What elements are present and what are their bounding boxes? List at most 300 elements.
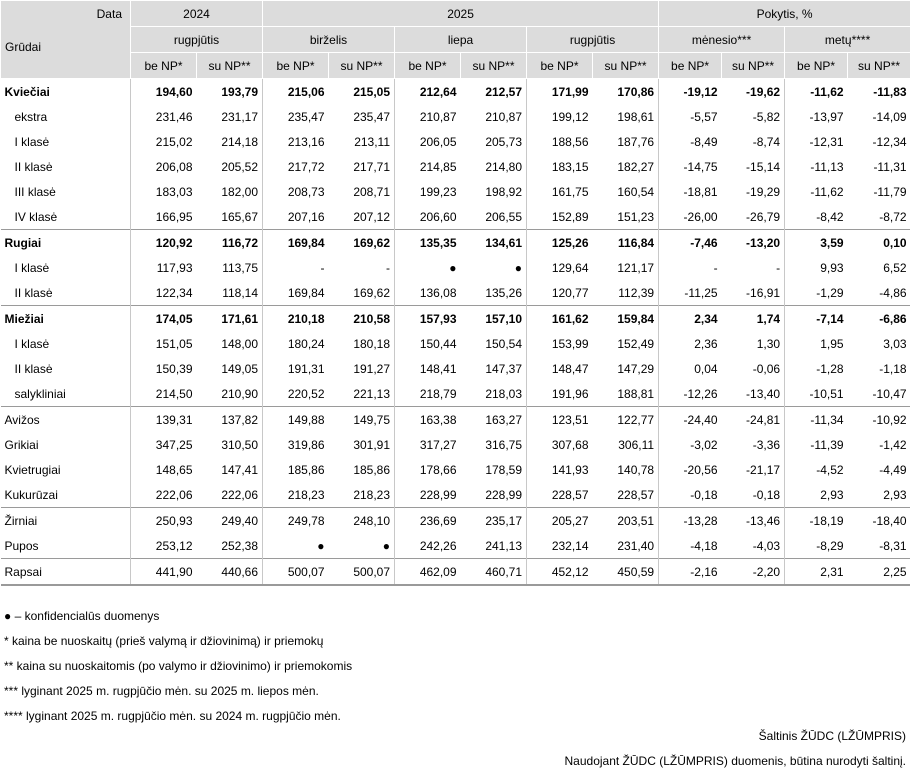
value-cell: -20,56 bbox=[659, 457, 722, 482]
value-cell: 222,06 bbox=[131, 482, 197, 508]
value-cell: 151,05 bbox=[131, 331, 197, 356]
value-cell: 347,25 bbox=[131, 432, 197, 457]
value-cell: 3,59 bbox=[785, 230, 848, 256]
value-cell: -21,17 bbox=[746, 462, 781, 477]
value-cell: 205,52 bbox=[221, 159, 259, 174]
row-label: ekstra bbox=[14, 109, 48, 124]
value-cell: 171,99 bbox=[527, 79, 593, 105]
value-cell: 116,84 bbox=[593, 230, 659, 256]
value-cell: 169,62 bbox=[353, 285, 391, 300]
value-cell: 193,79 bbox=[197, 79, 263, 105]
value-cell: 0,04 bbox=[659, 356, 722, 381]
footnote: ● – konfidencialūs duomenys bbox=[4, 609, 160, 623]
value-cell: 500,07 bbox=[329, 559, 395, 586]
value-cell: -0,18 bbox=[659, 482, 722, 508]
value-cell: -5,57 bbox=[659, 104, 722, 129]
corner-data-label: Data bbox=[96, 7, 122, 21]
value-cell: 170,86 bbox=[593, 79, 659, 105]
value-cell: 178,66 bbox=[395, 457, 461, 482]
value-cell: 147,29 bbox=[617, 361, 655, 376]
sub-header-su: su NP** bbox=[722, 53, 785, 79]
value-cell: 165,67 bbox=[221, 209, 259, 224]
value-cell: 123,51 bbox=[527, 407, 593, 433]
value-cell: -1,18 bbox=[879, 361, 907, 376]
value-cell: 228,57 bbox=[527, 482, 593, 508]
value-cell: -19,12 bbox=[659, 79, 722, 105]
table-row bbox=[1, 331, 910, 356]
sub-header-be: be NP* bbox=[785, 53, 848, 79]
value-cell: 171,61 bbox=[197, 306, 263, 332]
value-cell: 151,23 bbox=[617, 209, 655, 224]
value-cell: -11,39 bbox=[785, 432, 848, 457]
value-cell: 129,64 bbox=[527, 255, 593, 280]
value-cell: 248,10 bbox=[329, 508, 395, 534]
value-cell: 139,31 bbox=[131, 407, 197, 433]
table-row bbox=[1, 255, 910, 280]
value-cell: 217,71 bbox=[353, 159, 391, 174]
value-cell: 500,07 bbox=[263, 559, 329, 586]
sub-header-su: su NP** bbox=[593, 53, 659, 79]
value-cell: 206,08 bbox=[131, 154, 197, 179]
value-cell: 206,55 bbox=[485, 209, 523, 224]
sub-header-be: be NP* bbox=[263, 53, 329, 79]
value-cell: 180,24 bbox=[263, 331, 329, 356]
value-cell: -3,36 bbox=[752, 437, 781, 452]
value-cell: 149,75 bbox=[329, 407, 395, 433]
year-2025-header: 2025 bbox=[263, 1, 659, 27]
value-cell: 213,16 bbox=[263, 129, 329, 154]
table-row bbox=[1, 230, 910, 256]
sub-header-be: be NP* bbox=[395, 53, 461, 79]
value-cell: 191,96 bbox=[527, 381, 593, 407]
table-row bbox=[1, 306, 910, 332]
value-cell: -0,18 bbox=[752, 487, 781, 502]
value-cell: 235,17 bbox=[461, 508, 527, 534]
value-cell: -8,74 bbox=[752, 134, 781, 149]
value-cell: -18,40 bbox=[848, 508, 910, 534]
value-cell: 210,87 bbox=[395, 104, 461, 129]
table-row bbox=[1, 457, 910, 482]
sub-header-su: su NP** bbox=[329, 53, 395, 79]
value-cell: 249,40 bbox=[197, 508, 263, 534]
value-cell: -11,83 bbox=[848, 79, 910, 105]
value-cell: -6,86 bbox=[848, 306, 910, 332]
value-cell: -7,46 bbox=[659, 230, 722, 256]
value-cell: 3,03 bbox=[883, 336, 907, 351]
value-cell: -7,14 bbox=[785, 306, 848, 332]
value-cell: 214,18 bbox=[221, 134, 259, 149]
value-cell: -26,79 bbox=[746, 209, 781, 224]
value-cell: 147,37 bbox=[485, 361, 523, 376]
table-row bbox=[1, 104, 910, 129]
value-cell: 2,93 bbox=[883, 487, 907, 502]
value-cell: 185,86 bbox=[353, 462, 391, 477]
value-cell: 1,95 bbox=[785, 331, 848, 356]
value-cell: 117,93 bbox=[131, 255, 197, 280]
value-cell: -26,00 bbox=[659, 204, 722, 230]
table-header bbox=[1, 1, 910, 79]
value-cell: 462,09 bbox=[395, 559, 461, 586]
row-label: salykliniai bbox=[14, 386, 66, 401]
value-cell: 1,74 bbox=[722, 306, 785, 332]
value-cell: 214,85 bbox=[395, 154, 461, 179]
value-cell: -2,20 bbox=[722, 559, 785, 586]
value-cell: 122,34 bbox=[131, 280, 197, 306]
table-row bbox=[1, 508, 910, 534]
value-cell: 183,03 bbox=[131, 179, 197, 204]
value-cell: -18,81 bbox=[659, 179, 722, 204]
value-cell: 231,40 bbox=[617, 538, 655, 553]
value-cell: -13,46 bbox=[722, 508, 785, 534]
value-cell: 150,44 bbox=[395, 331, 461, 356]
row-label: Kukurūzai bbox=[4, 487, 58, 502]
value-cell: -12,26 bbox=[659, 381, 722, 407]
value-cell: 152,89 bbox=[527, 204, 593, 230]
value-cell: -1,29 bbox=[785, 280, 848, 306]
value-cell: 2,36 bbox=[659, 331, 722, 356]
value-cell: 212,57 bbox=[461, 79, 527, 105]
value-cell: 118,14 bbox=[222, 285, 259, 300]
value-cell: 187,76 bbox=[617, 134, 655, 149]
row-label: Pupos bbox=[4, 538, 39, 553]
value-cell: -18,19 bbox=[785, 508, 848, 534]
row-label: Avižos bbox=[1, 407, 131, 433]
value-cell: -12,34 bbox=[872, 134, 907, 149]
value-cell: 452,12 bbox=[527, 559, 593, 586]
value-cell: 212,64 bbox=[395, 79, 461, 105]
value-cell: 208,73 bbox=[263, 179, 329, 204]
value-cell: -11,62 bbox=[785, 79, 848, 105]
value-cell: - bbox=[263, 255, 329, 280]
value-cell: -24,81 bbox=[722, 407, 785, 433]
value-cell: -12,31 bbox=[785, 129, 848, 154]
value-cell: 214,80 bbox=[485, 159, 523, 174]
sub-header-su: su NP** bbox=[848, 53, 910, 79]
value-cell: 220,52 bbox=[263, 381, 329, 407]
value-cell: 231,17 bbox=[221, 109, 259, 124]
value-cell: 250,93 bbox=[131, 508, 197, 534]
value-cell: 153,99 bbox=[527, 331, 593, 356]
year-2024-header: 2024 bbox=[131, 1, 263, 27]
sub-header-be: be NP* bbox=[131, 53, 197, 79]
value-cell: 301,91 bbox=[353, 437, 391, 452]
value-cell: -15,14 bbox=[746, 159, 781, 174]
footnote: * kaina be nuoskaitų (prieš valymą ir džiovinimą) ir priemokų bbox=[4, 634, 324, 648]
value-cell: 241,13 bbox=[485, 538, 523, 553]
value-cell: 205,27 bbox=[527, 508, 593, 534]
footnotes bbox=[4, 604, 352, 729]
value-cell: 140,78 bbox=[617, 462, 655, 477]
value-cell: 141,93 bbox=[527, 457, 593, 482]
row-label: I klasė bbox=[14, 134, 50, 149]
value-cell: 185,86 bbox=[263, 457, 329, 482]
table-row bbox=[1, 356, 910, 381]
value-cell: 135,26 bbox=[485, 285, 523, 300]
value-cell: -19,62 bbox=[722, 79, 785, 105]
value-cell: 135,35 bbox=[395, 230, 461, 256]
value-cell: 215,02 bbox=[131, 129, 197, 154]
value-cell: 249,78 bbox=[263, 508, 329, 534]
value-cell: 215,06 bbox=[263, 79, 329, 105]
value-cell: 160,54 bbox=[617, 184, 655, 199]
footnote: ** kaina su nuoskaitomis (po valymo ir džiovinimo) ir priemokomis bbox=[4, 659, 353, 673]
row-label: Žirniai bbox=[1, 508, 131, 534]
value-cell: -13,20 bbox=[722, 230, 785, 256]
value-cell: -14,09 bbox=[872, 109, 907, 124]
value-cell: 460,71 bbox=[461, 559, 527, 586]
value-cell: 198,61 bbox=[617, 109, 655, 124]
value-cell: ● bbox=[263, 533, 329, 559]
value-cell: 252,38 bbox=[221, 538, 259, 553]
month-header: birželis bbox=[263, 27, 395, 53]
value-cell: 159,84 bbox=[593, 306, 659, 332]
value-cell: 161,62 bbox=[527, 306, 593, 332]
value-cell: 161,75 bbox=[527, 179, 593, 204]
month-header: liepa bbox=[395, 27, 527, 53]
value-cell: 228,57 bbox=[617, 487, 655, 502]
value-cell: 113,75 bbox=[222, 260, 259, 275]
table-row bbox=[1, 129, 910, 154]
value-cell: -4,52 bbox=[785, 457, 848, 482]
value-cell: 116,72 bbox=[197, 230, 263, 256]
footnote: *** lyginant 2025 m. rugpjūčio mėn. su 2025 m. liepos mėn. bbox=[4, 684, 319, 698]
table-row bbox=[1, 432, 910, 457]
value-cell: 148,00 bbox=[221, 336, 259, 351]
row-label: IV klasė bbox=[14, 209, 58, 224]
table-row bbox=[1, 559, 910, 586]
value-cell: 174,05 bbox=[131, 306, 197, 332]
value-cell: -13,40 bbox=[746, 386, 781, 401]
value-cell: 188,81 bbox=[617, 386, 655, 401]
value-cell: -11,62 bbox=[785, 179, 848, 204]
value-cell: - bbox=[776, 260, 781, 275]
sub-header-su: su NP** bbox=[461, 53, 527, 79]
value-cell: 148,47 bbox=[527, 356, 593, 381]
footnote: **** lyginant 2025 m. rugpjūčio mėn. su 2024 m. rugpjūčio mėn. bbox=[4, 709, 341, 723]
value-cell: -4,86 bbox=[879, 285, 907, 300]
value-cell: 157,93 bbox=[395, 306, 461, 332]
row-label: Kviečiai bbox=[1, 79, 131, 105]
value-cell: 0,10 bbox=[848, 230, 910, 256]
value-cell: 206,60 bbox=[395, 204, 461, 230]
value-cell: 316,75 bbox=[485, 437, 523, 452]
value-cell: -14,75 bbox=[659, 154, 722, 179]
value-cell: -8,72 bbox=[879, 209, 907, 224]
row-label: II klasė bbox=[14, 159, 53, 174]
value-cell: -8,31 bbox=[879, 538, 907, 553]
value-cell: -0,06 bbox=[752, 361, 781, 376]
row-label: Kvietrugiai bbox=[4, 462, 61, 477]
value-cell: 137,82 bbox=[197, 407, 263, 433]
value-cell: 210,58 bbox=[329, 306, 395, 332]
table-body bbox=[1, 79, 910, 586]
value-cell: 218,03 bbox=[485, 386, 523, 401]
value-cell: -4,03 bbox=[752, 538, 781, 553]
value-cell: ● bbox=[395, 255, 461, 280]
row-label: I klasė bbox=[14, 336, 50, 351]
value-cell: 134,61 bbox=[461, 230, 527, 256]
value-cell: 188,56 bbox=[527, 129, 593, 154]
table-row bbox=[1, 482, 910, 508]
value-cell: -10,51 bbox=[785, 381, 848, 407]
month-header: rugpjūtis bbox=[527, 27, 659, 53]
value-cell: 319,86 bbox=[263, 432, 329, 457]
value-cell: 235,47 bbox=[353, 109, 391, 124]
sub-header-be: be NP* bbox=[659, 53, 722, 79]
value-cell: 242,26 bbox=[395, 533, 461, 559]
value-cell: 235,47 bbox=[263, 104, 329, 129]
value-cell: 199,23 bbox=[395, 179, 461, 204]
table-row bbox=[1, 533, 910, 559]
value-cell: 122,77 bbox=[593, 407, 659, 433]
value-cell: 253,12 bbox=[131, 533, 197, 559]
value-cell: 207,12 bbox=[353, 209, 391, 224]
value-cell: 203,51 bbox=[593, 508, 659, 534]
value-cell: -3,02 bbox=[659, 432, 722, 457]
value-cell: -4,18 bbox=[659, 533, 722, 559]
value-cell: 228,99 bbox=[395, 482, 461, 508]
value-cell: 2,31 bbox=[785, 559, 848, 586]
value-cell: -10,47 bbox=[872, 386, 907, 401]
value-cell: 317,27 bbox=[395, 432, 461, 457]
value-cell: 121,17 bbox=[617, 260, 655, 275]
value-cell: 6,52 bbox=[883, 260, 907, 275]
table-row bbox=[1, 154, 910, 179]
table-row bbox=[1, 407, 910, 433]
value-cell: 2,25 bbox=[848, 559, 910, 586]
value-cell: -11,79 bbox=[873, 184, 907, 199]
pokytis-header: Pokytis, % bbox=[659, 1, 910, 27]
value-cell: -16,91 bbox=[746, 285, 781, 300]
value-cell: 236,69 bbox=[395, 508, 461, 534]
value-cell: ● bbox=[382, 538, 391, 553]
value-cell: 1,30 bbox=[756, 336, 781, 351]
value-cell: 307,68 bbox=[527, 432, 593, 457]
table-row bbox=[1, 179, 910, 204]
row-label: I klasė bbox=[14, 260, 50, 275]
source-line: Šaltinis ŽŪDC (LŽŪMPRIS) bbox=[758, 729, 906, 743]
row-label: II klasė bbox=[14, 285, 53, 300]
value-cell: 163,27 bbox=[461, 407, 527, 433]
value-cell: ● bbox=[514, 260, 523, 275]
value-cell: 205,73 bbox=[485, 134, 523, 149]
row-label: II klasė bbox=[14, 361, 53, 376]
value-cell: 215,05 bbox=[329, 79, 395, 105]
value-cell: 440,66 bbox=[197, 559, 263, 586]
value-cell: -8,49 bbox=[659, 129, 722, 154]
value-cell: 191,31 bbox=[263, 356, 329, 381]
value-cell: 310,50 bbox=[221, 437, 259, 452]
metu-header: metų**** bbox=[785, 27, 910, 53]
source-usage-note: Naudojant ŽŪDC (LŽŪMPRIS) duomenis, būtina nurodyti šaltinį. bbox=[564, 754, 906, 768]
value-cell: -2,16 bbox=[659, 559, 722, 586]
row-label: III klasė bbox=[14, 184, 56, 199]
sub-header-su: su NP** bbox=[197, 53, 263, 79]
value-cell: 152,49 bbox=[617, 336, 655, 351]
value-cell: 2,93 bbox=[785, 482, 848, 508]
value-cell: 210,87 bbox=[485, 109, 523, 124]
value-cell: 163,38 bbox=[395, 407, 461, 433]
month-header: rugpjūtis bbox=[131, 27, 263, 53]
value-cell: 306,11 bbox=[618, 437, 655, 452]
value-cell: 112,39 bbox=[618, 285, 655, 300]
value-cell: 218,23 bbox=[353, 487, 391, 502]
corner-cell bbox=[1, 1, 131, 79]
value-cell: 149,88 bbox=[263, 407, 329, 433]
value-cell: 221,13 bbox=[353, 386, 391, 401]
value-cell: 2,34 bbox=[659, 306, 722, 332]
value-cell: 125,26 bbox=[527, 230, 593, 256]
value-cell: -1,42 bbox=[879, 437, 907, 452]
value-cell: 210,90 bbox=[221, 386, 259, 401]
value-cell: 207,16 bbox=[263, 204, 329, 230]
value-cell: 149,05 bbox=[221, 361, 259, 376]
value-cell: -11,13 bbox=[785, 154, 848, 179]
value-cell: 148,41 bbox=[395, 356, 461, 381]
value-cell: -1,28 bbox=[785, 356, 848, 381]
value-cell: 231,46 bbox=[131, 104, 197, 129]
value-cell: 169,84 bbox=[263, 230, 329, 256]
value-cell: 217,72 bbox=[263, 154, 329, 179]
menesio-header: mėnesio*** bbox=[659, 27, 785, 53]
table-row bbox=[1, 280, 910, 306]
table-row bbox=[1, 204, 910, 230]
row-label: Rugiai bbox=[1, 230, 131, 256]
value-cell: 169,84 bbox=[263, 280, 329, 306]
value-cell: 182,00 bbox=[221, 184, 259, 199]
value-cell: -24,40 bbox=[659, 407, 722, 433]
value-cell: 210,18 bbox=[263, 306, 329, 332]
corner-grudai-label: Grūdai bbox=[5, 40, 42, 54]
table-row bbox=[1, 381, 910, 407]
value-cell: 157,10 bbox=[461, 306, 527, 332]
value-cell: 120,77 bbox=[527, 280, 593, 306]
value-cell: 150,54 bbox=[485, 336, 523, 351]
row-label: Grikiai bbox=[4, 437, 39, 452]
value-cell: 232,14 bbox=[527, 533, 593, 559]
value-cell: 166,95 bbox=[131, 204, 197, 230]
row-label: Rapsai bbox=[1, 559, 131, 586]
value-cell: 148,65 bbox=[131, 457, 197, 482]
value-cell: 147,41 bbox=[221, 462, 259, 477]
value-cell: 208,71 bbox=[353, 184, 391, 199]
value-cell: 183,15 bbox=[527, 154, 593, 179]
value-cell: -8,29 bbox=[785, 533, 848, 559]
value-cell: - bbox=[386, 260, 391, 275]
value-cell: -8,42 bbox=[785, 204, 848, 230]
value-cell: -10,92 bbox=[848, 407, 910, 433]
value-cell: 213,11 bbox=[354, 134, 391, 149]
value-cell: 194,60 bbox=[131, 79, 197, 105]
sub-header-be: be NP* bbox=[527, 53, 593, 79]
row-label: Miežiai bbox=[1, 306, 131, 332]
value-cell: 198,92 bbox=[485, 184, 523, 199]
value-cell: 218,23 bbox=[263, 482, 329, 508]
value-cell: 214,50 bbox=[131, 381, 197, 407]
value-cell: 120,92 bbox=[131, 230, 197, 256]
value-cell: 191,27 bbox=[353, 361, 391, 376]
value-cell: 136,08 bbox=[395, 280, 461, 306]
value-cell: -11,25 bbox=[659, 280, 722, 306]
value-cell: 218,79 bbox=[395, 381, 461, 407]
value-cell: -13,28 bbox=[659, 508, 722, 534]
value-cell: 450,59 bbox=[593, 559, 659, 586]
value-cell: 228,99 bbox=[485, 487, 523, 502]
value-cell: -11,31 bbox=[873, 159, 907, 174]
value-cell: -11,34 bbox=[785, 407, 848, 433]
value-cell: 178,59 bbox=[485, 462, 523, 477]
value-cell: - bbox=[659, 255, 722, 280]
